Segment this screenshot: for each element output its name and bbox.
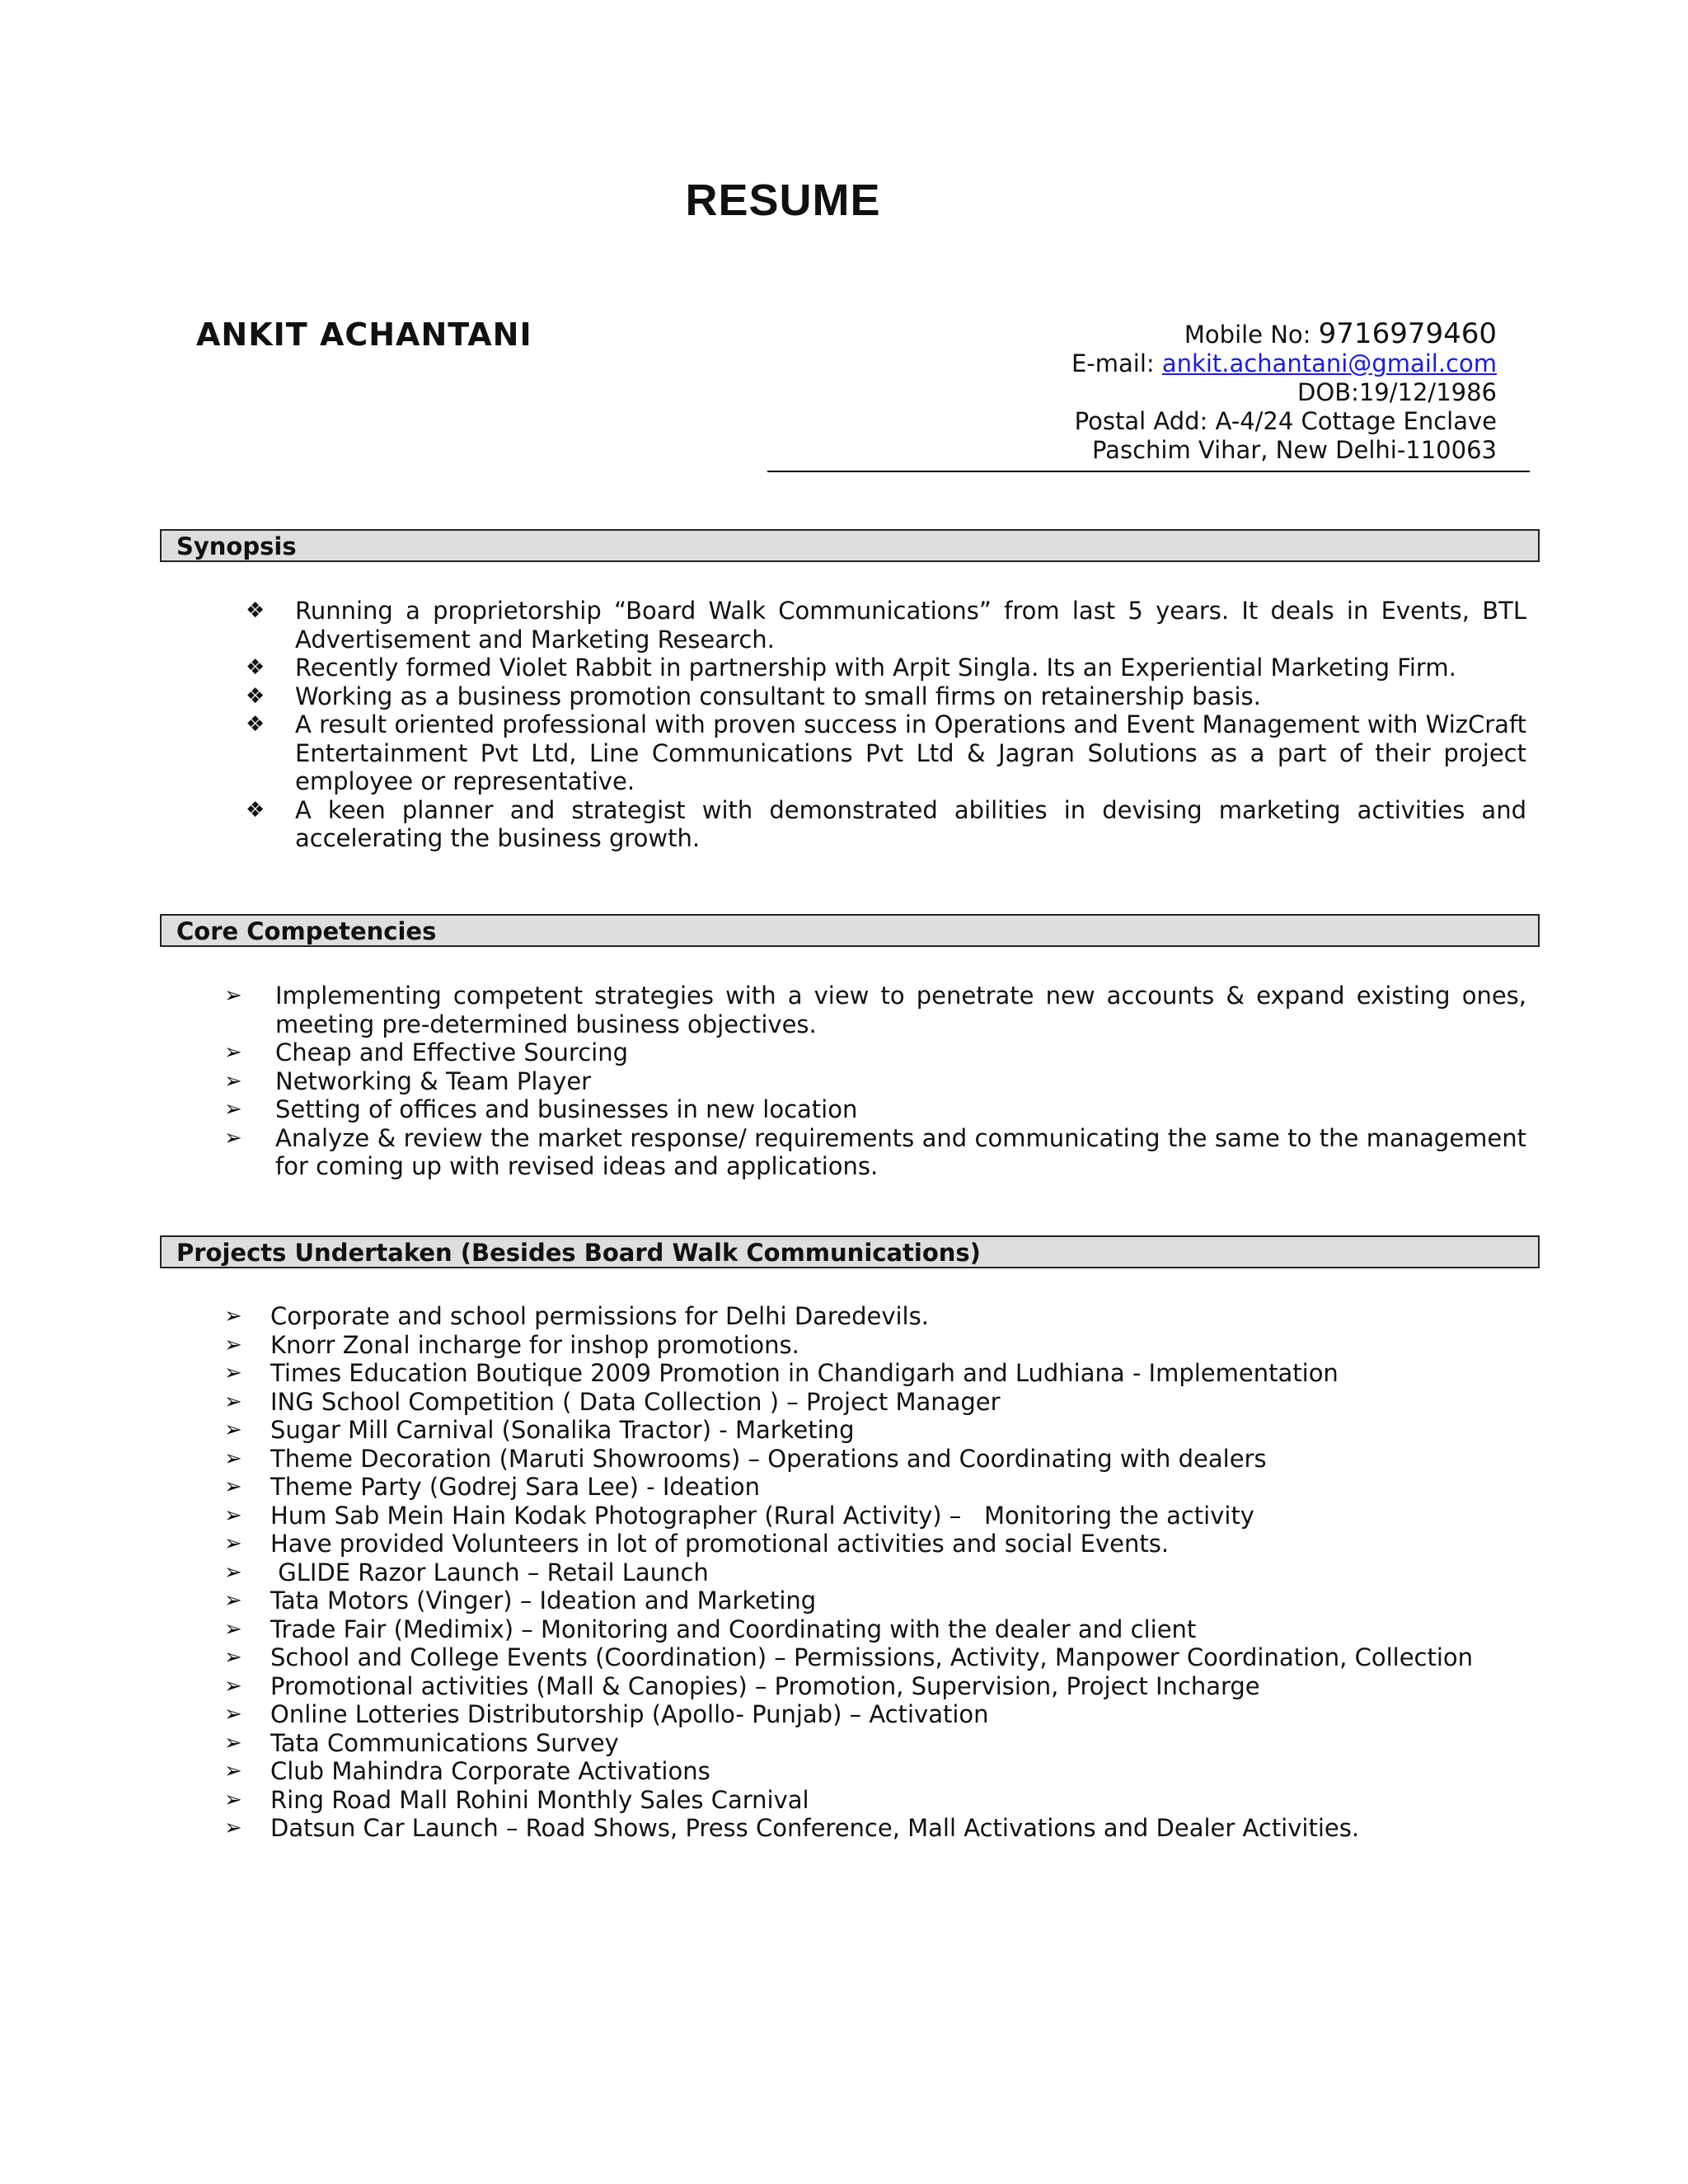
diamond-bullet-icon: ❖ <box>246 712 265 737</box>
project-item <box>224 1331 1526 1360</box>
competency-item <box>224 1095 1526 1124</box>
arrow-bullet-icon: ➢ <box>224 1730 242 1755</box>
synopsis-item <box>246 654 1526 682</box>
synopsis-item-text: A keen planner and strategist with demonstrated abilities in devising marketing activities and accelerating the business growth. <box>295 795 1526 852</box>
competency-item <box>224 1124 1526 1181</box>
project-item <box>224 1558 1526 1587</box>
project-item <box>224 1672 1526 1701</box>
competency-item <box>224 1038 1526 1067</box>
postal-line-1: Postal Add: A-4/24 Cottage Enclave <box>1074 407 1497 435</box>
project-item-text: Theme Party (Godrej Sara Lee) - Ideation <box>270 1473 760 1501</box>
synopsis-item <box>246 597 1526 654</box>
diamond-bullet-icon: ❖ <box>246 655 265 680</box>
arrow-bullet-icon: ➢ <box>224 1816 242 1840</box>
synopsis-item-text: A result oriented professional with proven success in Operations and Event Management with WizCraft Entertainment Pvt Ltd, Line Communications Pvt Ltd & Jagran Solutions as a part of their project employee or representative. <box>295 710 1526 795</box>
diamond-bullet-icon: ❖ <box>246 683 265 709</box>
project-item-text: Sugar Mill Carnival (Sonalika Tractor) - Marketing <box>270 1416 855 1444</box>
competency-item-text: Networking & Team Player <box>275 1066 592 1095</box>
project-item <box>224 1586 1526 1615</box>
project-item <box>224 1757 1526 1786</box>
project-item <box>224 1502 1526 1530</box>
mobile-label: Mobile No: <box>1184 321 1319 349</box>
project-item-text: Club Mahindra Corporate Activations <box>270 1757 710 1785</box>
arrow-bullet-icon: ➢ <box>224 1068 242 1094</box>
competencies-list <box>224 982 1526 1181</box>
contact-divider <box>767 471 1530 472</box>
projects-list <box>224 1302 1526 1843</box>
diamond-bullet-icon: ❖ <box>246 598 265 623</box>
project-item-text: Promotional activities (Mall & Canopies) – Promotion, Supervision, Project Incharge <box>270 1671 1260 1700</box>
project-item <box>224 1729 1526 1758</box>
postal-line-2: Paschim Vihar, New Delhi-110063 <box>1092 436 1497 464</box>
projects-heading: Projects Undertaken (Besides Board Walk Communications) <box>160 1235 1540 1268</box>
arrow-bullet-icon: ➢ <box>224 1304 242 1329</box>
arrow-bullet-icon: ➢ <box>224 1702 242 1727</box>
email-label: E-mail: <box>1071 349 1162 377</box>
project-item <box>224 1473 1526 1502</box>
synopsis-item <box>246 682 1526 711</box>
arrow-bullet-icon: ➢ <box>224 1645 242 1670</box>
project-item-text: Times Education Boutique 2009 Promotion in Chandigarh and Ludhiana - Implementation <box>270 1359 1339 1387</box>
project-item <box>224 1530 1526 1558</box>
arrow-bullet-icon: ➢ <box>224 1531 242 1556</box>
arrow-bullet-icon: ➢ <box>224 1559 242 1585</box>
project-item <box>224 1388 1526 1417</box>
synopsis-item-text: Recently formed Violet Rabbit in partnership with Arpit Singla. Its an Experiential Marketing Firm. <box>295 654 1456 682</box>
synopsis-item <box>246 710 1526 796</box>
project-item <box>224 1445 1526 1474</box>
competency-item-text: Setting of offices and businesses in new location <box>275 1095 858 1123</box>
synopsis-item <box>246 796 1526 853</box>
project-item-text: Tata Communications Survey <box>270 1728 619 1757</box>
project-item <box>224 1814 1526 1843</box>
project-item <box>224 1302 1526 1331</box>
arrow-bullet-icon: ➢ <box>224 1474 242 1499</box>
project-item-text: Hum Sab Mein Hain Kodak Photographer (Rural Activity) – Monitoring the activity <box>270 1501 1254 1530</box>
arrow-bullet-icon: ➢ <box>224 1332 242 1357</box>
competency-item <box>224 1067 1526 1096</box>
competency-item-text: Implementing competent strategies with a view to penetrate new accounts & expand existing ones, meeting pre-determined business objectives. <box>275 982 1526 1038</box>
email-line <box>755 349 1497 378</box>
email-link[interactable]: ankit.achantani@gmail.com <box>1161 349 1497 377</box>
project-item-text: Online Lotteries Distributorship (Apollo- Punjab) – Activation <box>270 1700 989 1728</box>
arrow-bullet-icon: ➢ <box>224 1616 242 1642</box>
diamond-bullet-icon: ❖ <box>246 797 265 823</box>
project-item-text: School and College Events (Coordination) – Permissions, Activity, Manpower Coordination, Collection <box>270 1643 1474 1671</box>
arrow-bullet-icon: ➢ <box>224 1446 242 1471</box>
project-item-text: Datsun Car Launch – Road Shows, Press Conference, Mall Activations and Dealer Activities. <box>270 1814 1360 1842</box>
project-item <box>224 1643 1526 1672</box>
project-item-text: Theme Decoration (Maruti Showrooms) – Operations and Coordinating with dealers <box>270 1444 1267 1473</box>
competencies-heading: Core Competencies <box>160 914 1540 947</box>
arrow-bullet-icon: ➢ <box>224 1673 242 1699</box>
arrow-bullet-icon: ➢ <box>224 1389 242 1414</box>
mobile-line <box>755 317 1497 350</box>
project-item-text: GLIDE Razor Launch – Retail Launch <box>270 1558 709 1586</box>
project-item-text: ING School Competition ( Data Collection ) – Project Manager <box>270 1387 1001 1416</box>
project-item <box>224 1786 1526 1815</box>
project-item-text: Ring Road Mall Rohini Monthly Sales Carnival <box>270 1785 809 1814</box>
project-item <box>224 1359 1526 1388</box>
project-item <box>224 1700 1526 1729</box>
mobile-number: 9716979460 <box>1318 317 1497 350</box>
project-item <box>224 1615 1526 1644</box>
arrow-bullet-icon: ➢ <box>224 1418 242 1442</box>
arrow-bullet-icon: ➢ <box>224 1097 242 1122</box>
project-item-text: Have provided Volunteers in lot of promotional activities and social Events. <box>270 1530 1170 1558</box>
competency-item <box>224 982 1526 1038</box>
arrow-bullet-icon: ➢ <box>224 1588 242 1613</box>
contact-block <box>755 317 1497 465</box>
project-item-text: Corporate and school permissions for Delhi Daredevils. <box>270 1302 929 1330</box>
arrow-bullet-icon: ➢ <box>224 983 242 1008</box>
arrow-bullet-icon: ➢ <box>224 1040 242 1065</box>
arrow-bullet-icon: ➢ <box>224 1502 242 1528</box>
competency-item-text: Analyze & review the market response/ requirements and communicating the same to the management for coming up with revised ideas and applications. <box>275 1123 1526 1180</box>
synopsis-item-text: Working as a business promotion consultant to small firms on retainership basis. <box>295 682 1261 710</box>
project-item <box>224 1416 1526 1445</box>
project-item-text: Tata Motors (Vinger) – Ideation and Marketing <box>270 1586 817 1615</box>
candidate-name: ANKIT ACHANTANI <box>196 316 532 353</box>
project-item-text: Knorr Zonal incharge for inshop promotions. <box>270 1330 799 1359</box>
arrow-bullet-icon: ➢ <box>224 1787 242 1812</box>
arrow-bullet-icon: ➢ <box>224 1361 242 1385</box>
synopsis-heading: Synopsis <box>160 529 1540 562</box>
document-title: RESUME <box>685 176 881 225</box>
arrow-bullet-icon: ➢ <box>224 1759 242 1783</box>
arrow-bullet-icon: ➢ <box>224 1125 242 1151</box>
dob-line: DOB:19/12/1986 <box>1297 378 1497 406</box>
project-item-text: Trade Fair (Medimix) – Monitoring and Coordinating with the dealer and client <box>270 1615 1197 1643</box>
synopsis-list <box>246 597 1526 853</box>
synopsis-item-text: Running a proprietorship “Board Walk Communications” from last 5 years. It deals in Events, BTL Advertisement and Marketing Research. <box>295 597 1526 654</box>
competency-item-text: Cheap and Effective Sourcing <box>275 1038 628 1066</box>
